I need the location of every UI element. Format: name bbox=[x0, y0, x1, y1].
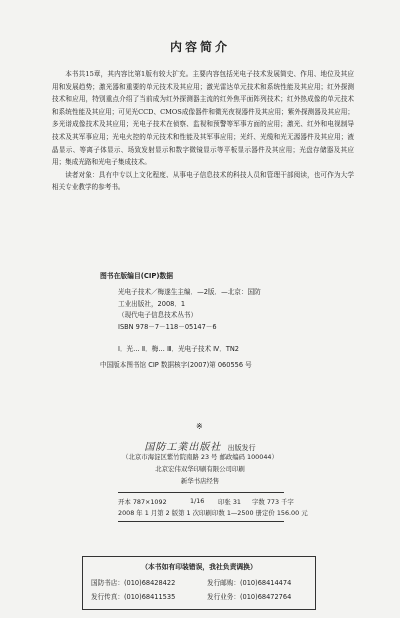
cip-line: （现代电子信息技术丛书） bbox=[118, 311, 198, 320]
cip-heading: 图书在版编目(CIP)数据 bbox=[100, 272, 174, 280]
publisher-label: 出版发行 bbox=[227, 444, 256, 452]
mail-order-phone: 发行邮购：(010)68414474 bbox=[207, 579, 292, 587]
print-run: 印数 1—2500 册 bbox=[212, 509, 262, 517]
distributor: 新华书店经售 bbox=[180, 477, 220, 485]
summary-paragraph-content: 本书共15章，其内容比第1版有较大扩充。主要内容包括光电子技术发展简史、作用、地位及其应用和发展趋势；激光器和重要的单元技术及其应用；激光雷达单元技术和系统性能及其应用；红外探测技术和应用，特别重点介绍了当前成为红外探测器主流的红外焦平面阵列技术；红外热成像的单元技术和系统性能及其应用；可见光CCD、CMOS成像器件和微光夜视器件及其应用；紫外探测器及其应用；多光谱成像技术及其应用；光电子技术在侦察、监视和预警等军事方面的应用；激光、红外和电视制导技术及其军事应用；光电火控的单元技术和性能及其军事应用；光纤、光缆和光无源器件及其应用；液晶显示、等离子体显示、场致发射显示和数字微镜显示等平板显示器件及其应用；光盘存储器及其应用；集成光路和光电子集成技术。 bbox=[52, 70, 354, 167]
printed-sheets: 印张 31 bbox=[218, 498, 241, 506]
cip-classification: Ⅰ．光… Ⅱ．梅… Ⅲ．光电子技术 Ⅳ．TN2 bbox=[118, 345, 239, 353]
fax-phone: 发行传真：(010)68411535 bbox=[91, 593, 176, 601]
cip-record bbox=[118, 287, 348, 333]
print-specs bbox=[0, 497, 400, 519]
summary-text bbox=[52, 68, 354, 194]
cip-line: ISBN 978－7－118－05147－6 bbox=[118, 322, 217, 331]
summary-title: 内容简介 bbox=[169, 40, 230, 54]
printer-name: 北京宏伟双华印刷有限公司印刷 bbox=[155, 465, 245, 473]
summary-paragraph-readers: 读者对象：具有中专以上文化程度、从事电子信息技术的科技人员和管理干部阅读，也可作为大学相关专业教学的参考书。 bbox=[52, 170, 354, 192]
contact-box bbox=[82, 556, 316, 610]
format-size: 开本 787×1092 bbox=[118, 498, 167, 506]
business-phone: 发行业务：(010)68472764 bbox=[207, 593, 292, 601]
word-count: 字数 773 千字 bbox=[252, 498, 294, 506]
publisher-logo: 国防工業出版社 bbox=[144, 442, 222, 453]
price: 定价 156.00 元 bbox=[262, 509, 308, 517]
divider-star: ※ bbox=[196, 422, 203, 431]
format-fraction: 1/16 bbox=[190, 497, 205, 505]
cip-core-number: 中国版本图书馆 CIP 数据核字(2007)第 060556 号 bbox=[100, 361, 252, 369]
edition-info: 2008 年 1 月第 2 版第 1 次印刷 bbox=[118, 509, 212, 517]
publisher-address: （北京市海淀区紫竹院南路 23 号 邮政编码 100044） bbox=[122, 453, 278, 461]
publisher-line bbox=[0, 438, 400, 453]
notice-title: （本书如有印装错误，我社负责调换） bbox=[141, 563, 257, 571]
store-phone: 国防书店：(010)68428422 bbox=[91, 579, 176, 587]
cip-line: 光电子技术／梅遂生主编．—2版．—北京：国防 bbox=[118, 288, 261, 296]
rule-bottom bbox=[118, 521, 284, 522]
rule-top bbox=[118, 492, 284, 493]
cip-line: 工业出版社，2008．1 bbox=[118, 299, 186, 308]
